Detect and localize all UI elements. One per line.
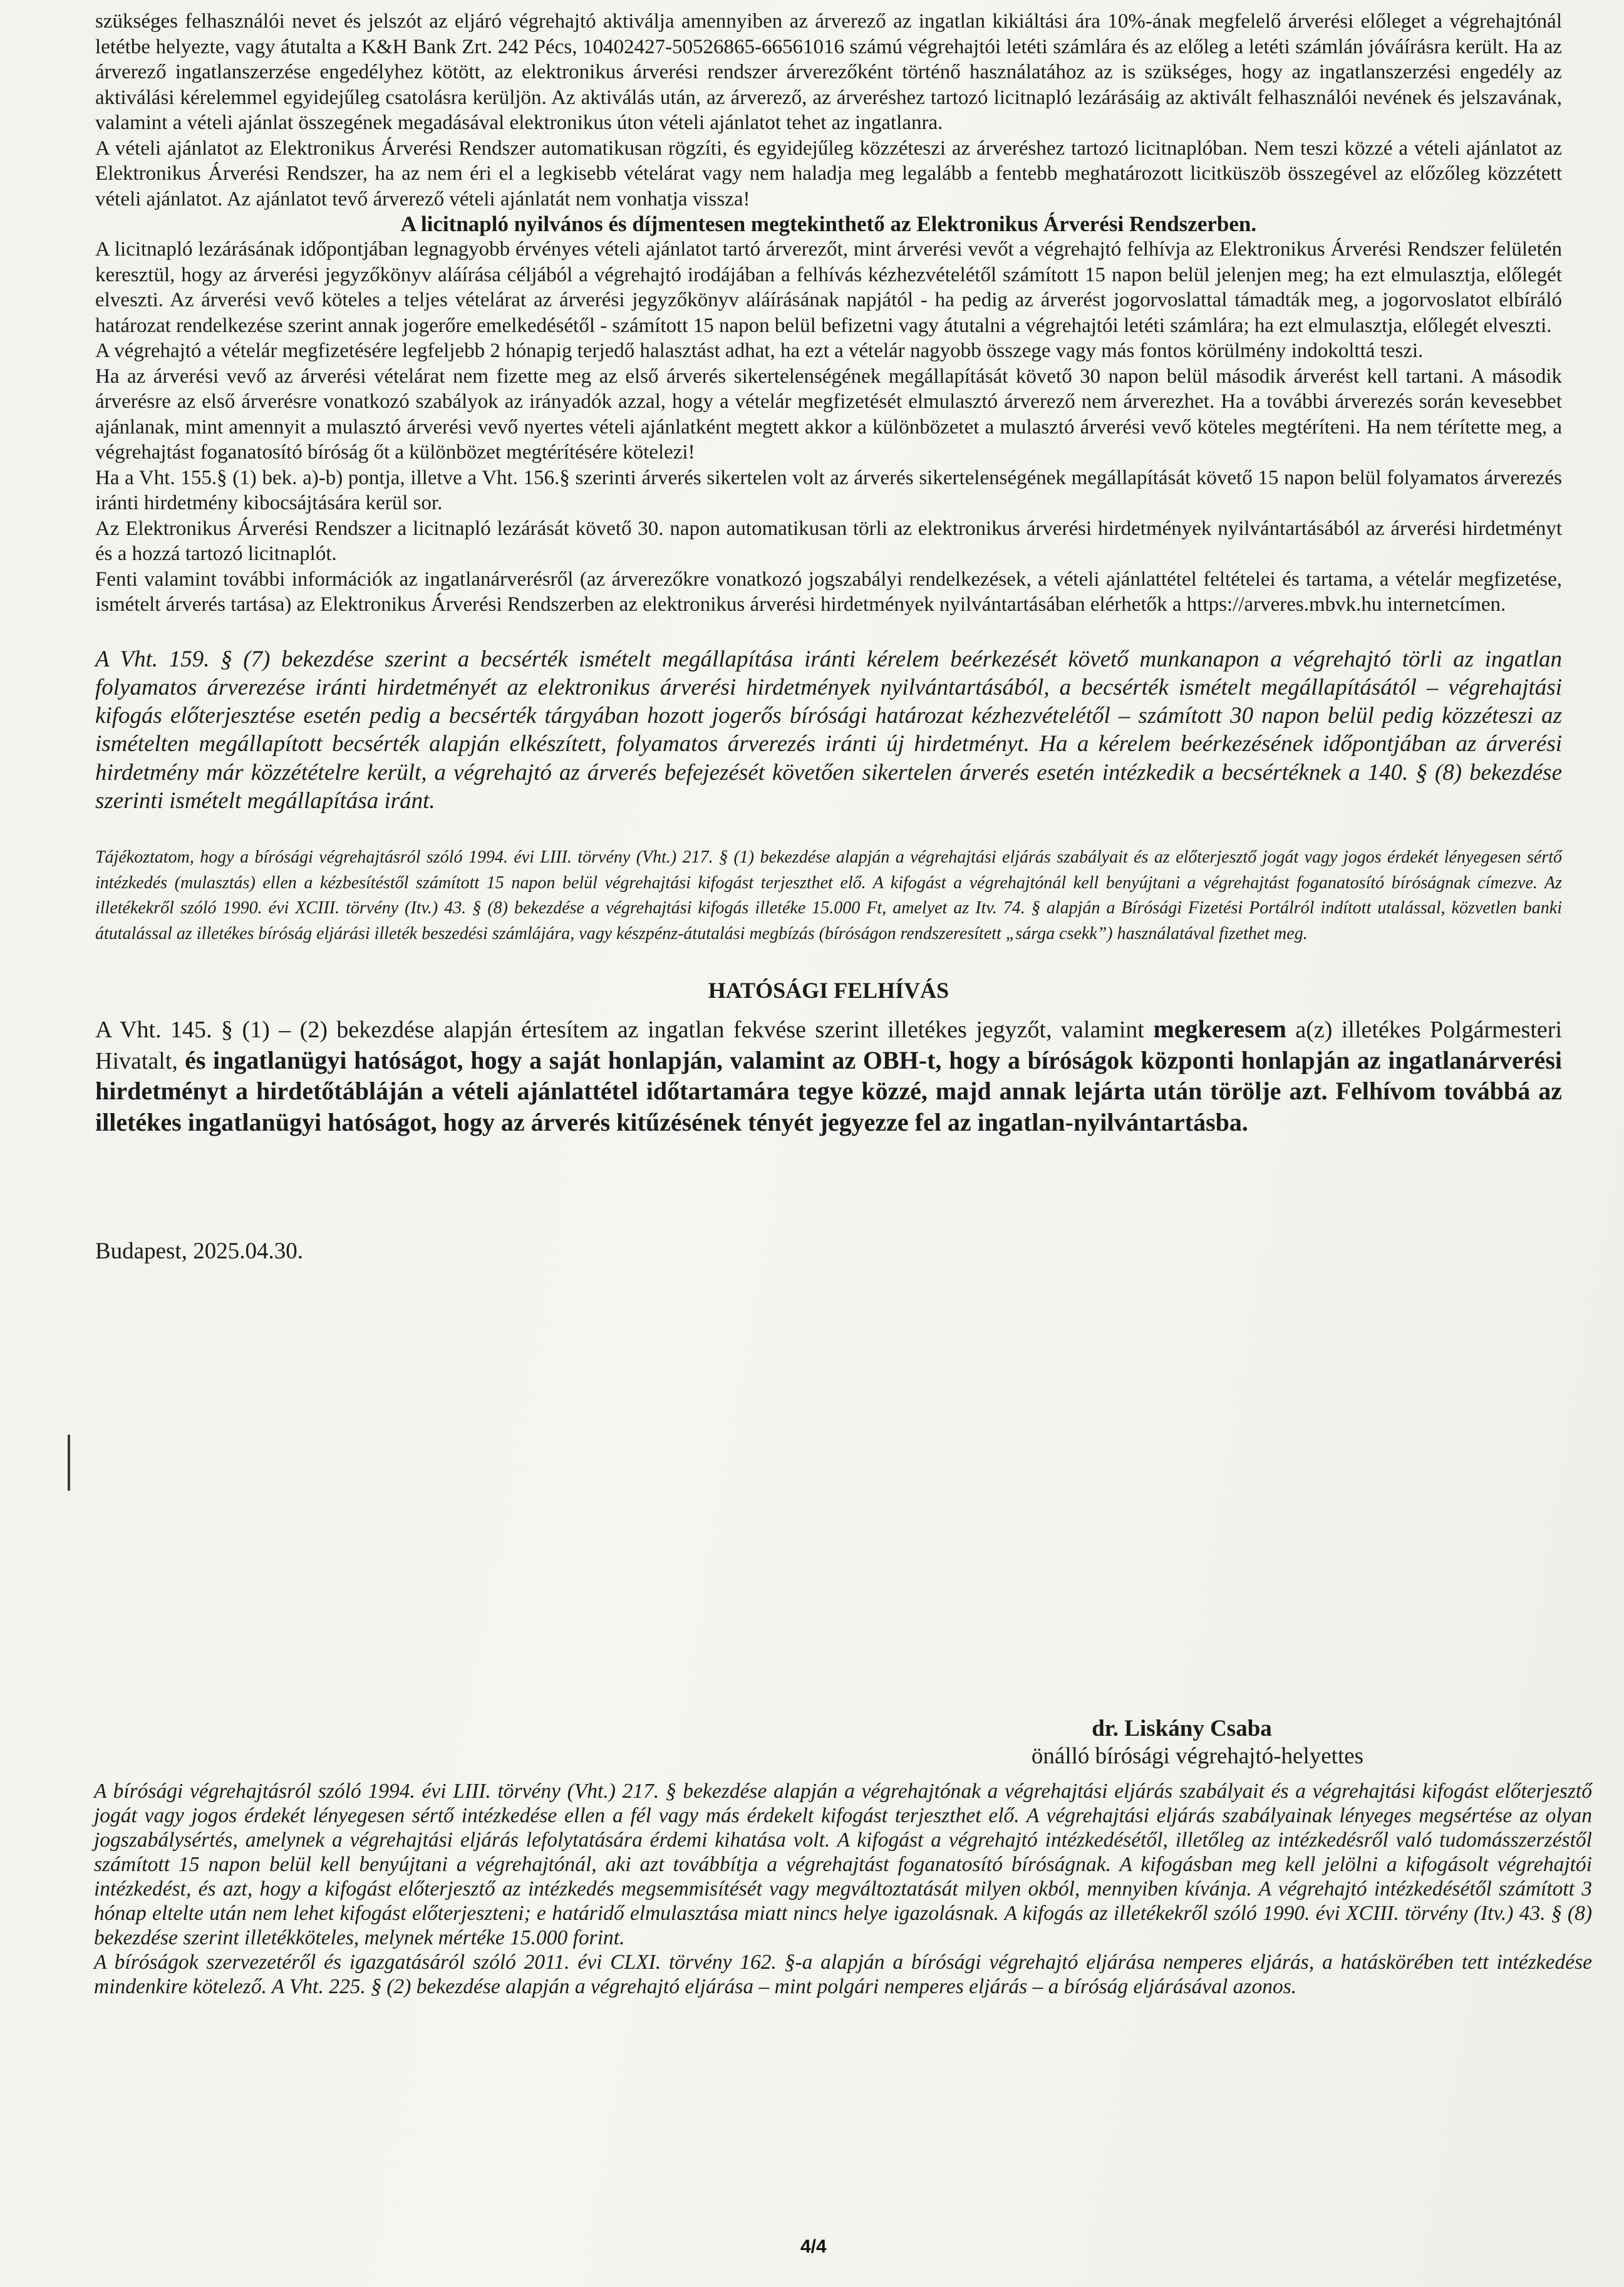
paragraph-winning-bidder: A licitnapló lezárásának időpontjában legnagyobb érvényes vételi ajánlatot tartó árverezőt, mint árverési vevőt a végrehajtó felhívja az Elektronikus Árverési Rendszer felületén keresztül, hogy az árverési jegyzőkönyv aláírása céljából a végrehajtó irodájában a felhívás kézhezvételétől számított 15 napon belül jelenjen meg; ha ezt elmulasztja, előlegét elveszti. Az árverési vevő köteles a teljes vételárat az árverési jegyzőkönyv aláírásának napjától - ha pedig az árverést jogorvoslattal támadták meg, a jogorvoslatot elbíráló határozat rendelkezése szerint annak jogerőre emelkedésétől - számított 15 napon belül befizetni vagy átutalni a végrehajtói letéti számlára; ha ezt elmulasztja, előlegét elveszti. [95, 238, 1562, 337]
italic-notice-valuation: A Vht. 159. § (7) bekezdése szerint a becsérték ismételt megállapítása iránti kérelem beérkezését követő munkanapon a végrehajtó törli az ingatlan folyamatos árverezése iránti hirdetményét az elektronikus árverési hirdetmények nyilvántartásából, a becsérték ismételt megállapításától – végrehajtási kifogás előterjesztése esetén pedig a becsérték tárgyában hozott jogerős bírósági határozat kézhezvételétől – számított 30 napon belül pedig közzéteszi az ismételten megállapított becsérték alapján elkészített, folyamatos árverezés iránti új hirdetményt. Ha a kérelem beérkezésének időpontjában az árverési hirdetmény már közzétételre került, a végrehajtó az árverés befejezését követően sikertelen árverés esetén intézkedik a becsértéknek a 140. § (8) bekezdése szerinti ismételt megállapítása iránt. [95, 646, 1562, 814]
authority-text-part-2: a(z) illetékes Polgármesteri Hivatalt, [95, 1017, 1563, 1074]
document-body [95, 9, 1562, 1265]
italic-notice-objection: Tájékoztatom, hogy a bírósági végrehajtásról szóló 1994. évi LIII. törvény (Vht.) 217. § (1) bekezdése alapján a végrehajtási eljárás szabályait és az előterjesztő jogát vagy jogos érdekét lényegesen sértő intézkedés (mulasztás) ellen a kézbesítéstől számított 15 napon belül végrehajtási kifogást terjeszthet elő. A kifogást a végrehajtónál kell benyújtani a végrehajtást foganatosító bíróságnak címezve. Az illetékekről szóló 1990. évi XCIII. törvény (Itv.) 43. § (8) bekezdése a végrehajtási kifogás illetéke 15.000 Ft, amelyet az Itv. 74. § alapján a Bírósági Fizetési Portálról indított utalással, közvetlen banki átutalással az illetékes bíróság eljárási illeték beszedési számlájára, vagy készpénz-átutalási megbízás (bíróságon rendszeresített „sárga csekk”) használatával fizethet meg. [95, 848, 1562, 943]
signature-block [959, 1715, 1435, 1770]
final-notice-nonlitigious: A bíróságok szervezetéről és igazgatásáról szóló 2011. évi CLXI. törvény 162. §-a alapján a bírósági végrehajtó eljárása nemperes eljárás, a hatáskörében tett intézkedése mindenkire kötelező. A Vht. 225. § (2) bekezdése alapján a végrehajtó eljárása – mint polgári nemperes eljárás – a bíróság eljárásával azonos. [94, 1951, 1592, 1998]
paragraph-online-bidding: szükséges felhasználói nevet és jelszót az eljáró végrehajtó aktiválja amennyiben az árverező az ingatlan kikiáltási ára 10%-ának megfelelő árverési előleget a végrehajtónál letétbe helyezte, vagy átutalta a K&H Bank Zrt. 242 Pécs, 10402427-50526865-66561016 számú végrehajtói letéti számlára és az előleg a letéti számlán jóváírásra került. Ha az árverező ingatlanszerzése engedélyhez kötött, az elektronikus árverési rendszer árverezőként történő használatához az is szükséges, hogy az ingatlanszerzési engedély az aktiválási kérelemmel egyidejűleg csatolásra kerüljön. Az aktiválás után, az árverező, az árveréshez tartozó licitnapló lezárásáig az aktivált felhasználói nevének és jelszavának, valamint a vételi ajánlat összegének megadásával elektronikus úton vételi ajánlatot tehet az ingatlanra. [95, 10, 1562, 134]
paragraph-auto-deletion: Az Elektronikus Árverési Rendszer a licitnapló lezárását követő 30. napon automatikusan törli az elektronikus árverési hirdetmények nyilvántartásából az árverési hirdetményt és a hozzá tartozó licitnaplót. [95, 517, 1562, 565]
page-number: 4/4 [800, 2236, 827, 2257]
authority-text-bold-1: megkeresem [1153, 1015, 1286, 1044]
authority-notice-text [95, 1014, 1562, 1138]
paragraph-second-auction: Ha az árverési vevő az árverési vételárat nem fizette meg az első árverés sikertelenségének megállapítását követő 30 napon belül második árverést kell tartani. A második árverésre az első árverésre vonatkozó szabályok az irányadók azzal, hogy a vételár megfizetését elmulasztó árverező nem árverezhet. Ha a további árverezés során kevesebbet ajánlanak, mint amennyit a mulasztó árverési vevő nyertes vételi ajánlatként megtett akkor a különbözetet a mulasztó árverési vevő köteles megtéríteni. Ha nem térítette meg, a végrehajtást foganatosító bíróság őt a különbözet megtérítésére kötelezi! [95, 365, 1562, 464]
signer-title: önálló bírósági végrehajtó-helyettes [1031, 1743, 1364, 1769]
paragraph-bid-registration: A vételi ajánlatot az Elektronikus Árverési Rendszer automatikusan rögzíti, és egyidejűleg közzéteszi az árveréshez tartozó licitnaplóban. Nem teszi közzé a vételi ajánlatot az Elektronikus Árverési Rendszer, ha az nem éri el a legkisebb vételárat vagy nem haladja meg legalább a fentebb meghatározott licitküszöb összegével az előzőleg közzétett vételi ajánlatot. Az ajánlatot tevő árverező vételi ajánlatát nem vonhatja vissza! [95, 137, 1562, 210]
final-legal-notice [94, 1779, 1592, 1999]
authority-notice-title: HATÓSÁGI FELHÍVÁS [708, 978, 949, 1003]
paragraph-payment-deferral: A végrehajtó a vételár megfizetésére legfeljebb 2 hónapig terjedő halasztást adhat, ha ezt a vételár nagyobb összege vagy más fontos körülmény indokolttá teszi. [95, 340, 1424, 362]
margin-pen-mark [68, 1434, 70, 1491]
signer-name: dr. Liskány Csaba [1092, 1716, 1272, 1741]
paragraph-further-info: Fenti valamint további információk az ingatlanárverésről (az árverezőkre vonatkozó jogszabályi rendelkezések, a vételi ajánlattétel feltételei és tartama, a vételár megfizetése, ismételt árverés tartása) az Elektronikus Árverési Rendszerben az elektronikus árverési hirdetmények nyilvántartásában elérhetők a https://arveres.mbvk.hu internetcímen. [95, 568, 1562, 616]
authority-text-part-1: A Vht. 145. § (1) – (2) bekezdése alapján értesítem az ingatlan fekvése szerint illetékes jegyzőt, valamint [95, 1017, 1154, 1044]
licitnaplo-heading: A licitnapló nyilvános és díjmentesen megtekinthető az Elektronikus Árverési Rendszerben. [400, 212, 1257, 236]
paragraph-continuous-auction: Ha a Vht. 155.§ (1) bek. a)-b) pontja, illetve a Vht. 156.§ szerinti árverés sikertelen volt az árverés sikertelenségének megállapítását követő 15 napon belül folyamatos árverezés iránti hirdetmény kibocsájtására kerül sor. [95, 466, 1562, 514]
authority-text-bold-2: és ingatlanügyi hatóságot, hogy a saját honlapján, valamint az OBH-t, hogy a bíróságok központi honlapján az ingatlanárverési hirdetményt a hirdetőtábláján a vételi ajánlattétel időtartamára tegye közzé, majd annak lejárta után törölje azt. Felhívom továbbá az illetékes ingatlanügyi hatóságot, hogy az árverés kitűzésének tényét jegyezze fel az ingatlan-nyilvántartásba. [95, 1045, 1562, 1136]
city-date: Budapest, 2025.04.30. [95, 1238, 303, 1265]
final-notice-objection: A bírósági végrehajtásról szóló 1994. évi LIII. törvény (Vht.) 217. § bekezdése alapján a végrehajtónak a végrehajtási eljárás szabályait és a végrehajtási kifogást előterjesztő jogát vagy jogos érdekét lényegesen sértő intézkedése ellen a fél vagy más érdekelt kifogást terjeszthet elő. A végrehajtási eljárás szabályainak lényeges megsértése az olyan jogszabálysértés, amelynek a végrehajtási eljárás lefolytatására érdemi kihatása volt. A kifogást a végrehajtó intézkedésétől, illetőleg az intézkedésről való tudomásszerzéstől számított 15 napon belül kell benyújtani a végrehajtónál, aki azt továbbítja a végrehajtást foganatosító bíróságnak. A kifogásban meg kell jelölni a kifogásolt végrehajtói intézkedést, és azt, hogy a kifogást előterjesztő az intézkedés megsemmisítését vagy megváltoztatását milyen okból, mennyiben kívánja. A végrehajtó intézkedésétől számított 3 hónap eltelte után nem lehet kifogást előterjeszteni; e határidő elmulasztása miatt nincs helye igazolásnak. A kifogás az illetékekről szóló 1990. évi XCIII. törvény (Itv.) 43. § (8) bekezdése szerint illetékköteles, melynek mértéke 15.000 forint. [94, 1780, 1592, 1949]
